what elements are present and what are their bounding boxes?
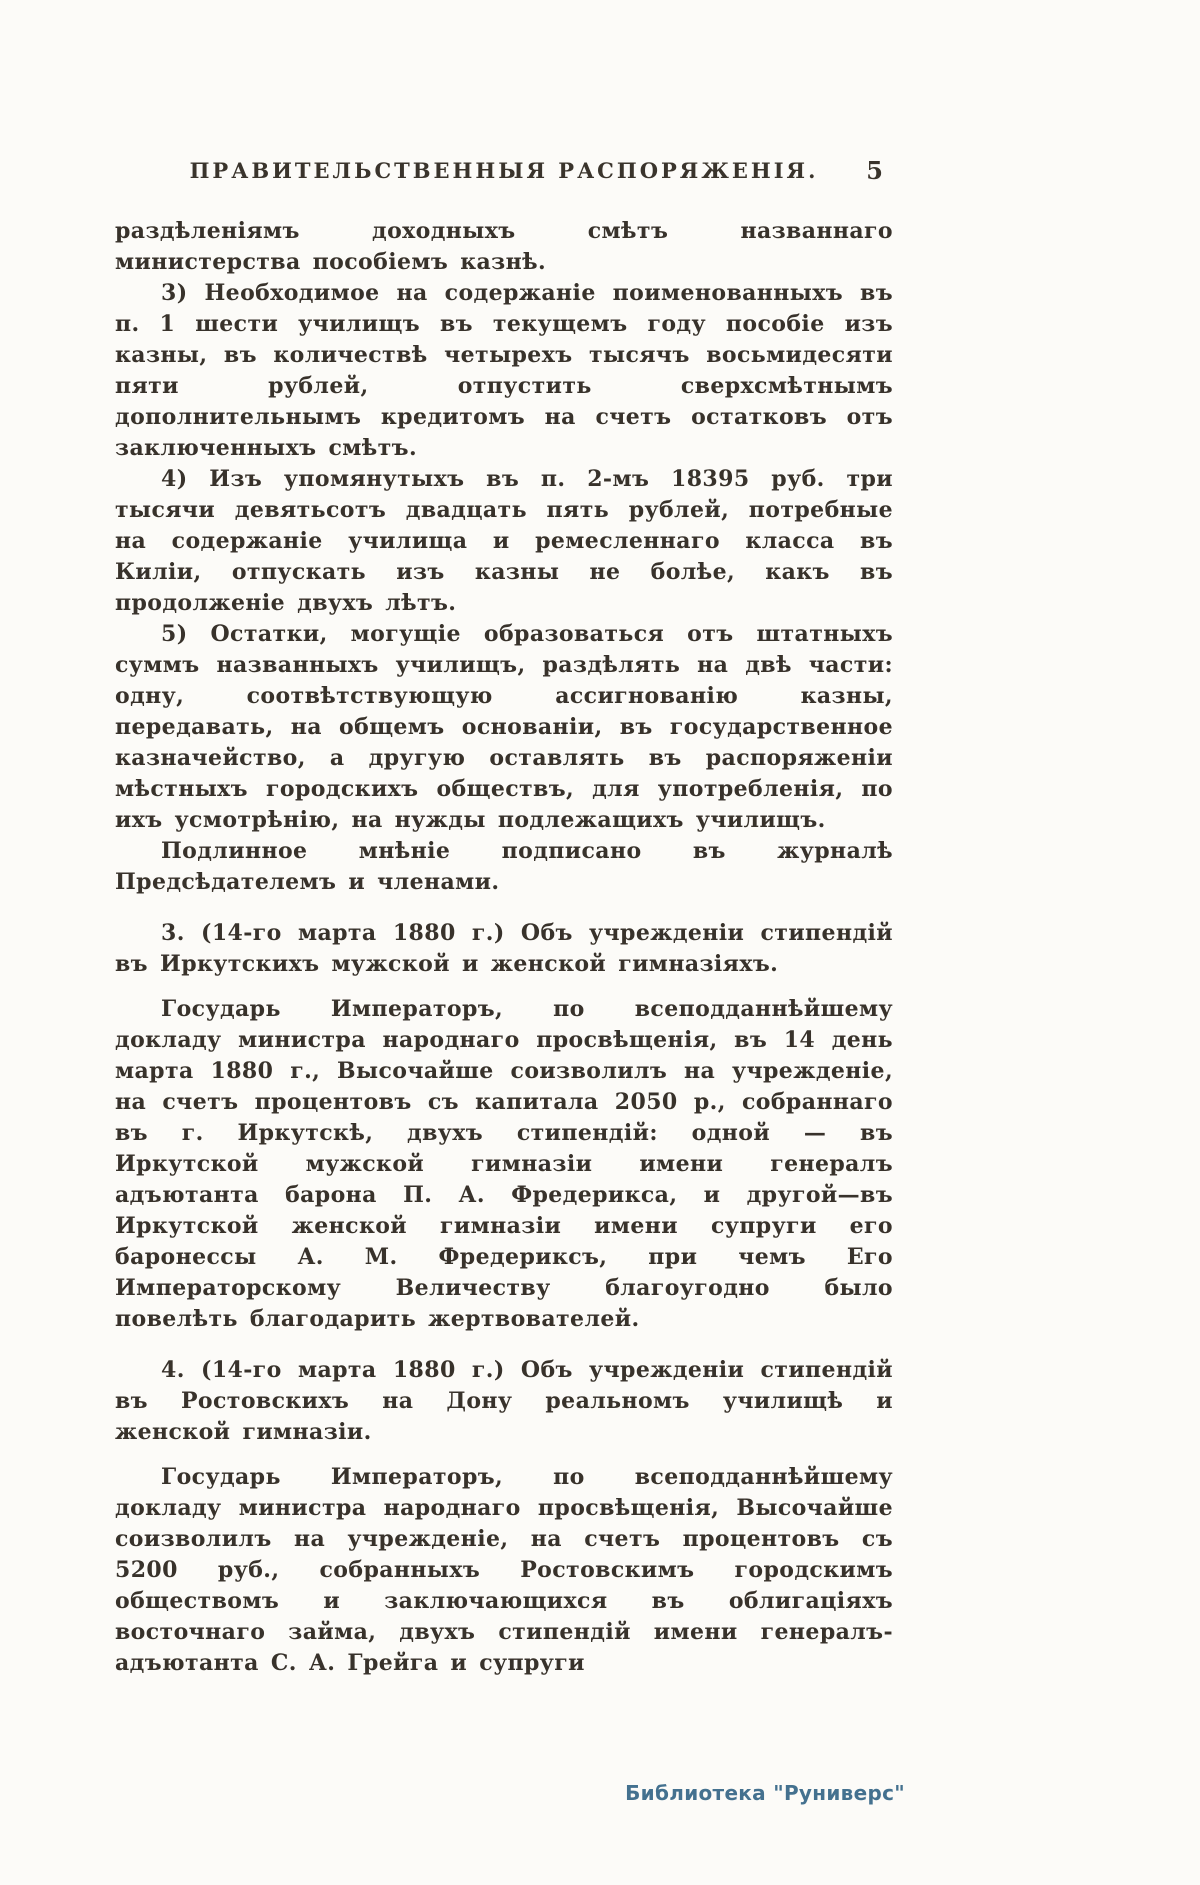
page-number: 5 [866, 156, 883, 185]
running-title: ПРАВИТЕЛЬСТВЕННЫЯ РАСПОРЯЖЕНІЯ. [189, 158, 819, 183]
paragraph-signature-note: Подлинное мнѣніе подписано въ журналѣ Предсѣдателемъ и членами. [115, 838, 893, 895]
paragraph-continuation: раздѣленіямъ доходныхъ смѣтъ названнаго министерства пособіемъ казнѣ. [115, 218, 893, 275]
paragraph-item-5: 5) Остатки, могущіе образоваться отъ штатныхъ суммъ названныхъ училищъ, раздѣлять на двѣ части: одну, соотвѣтствующую ассигнованію казны, передавать, на общемъ основаніи, въ государственное казначейство, а другую оставлять въ распоряженіи мѣстныхъ городскихъ обществъ, для употребленія, по ихъ усмотрѣнію, на нужды подлежащихъ училищъ. [115, 621, 893, 833]
page-header [115, 158, 893, 188]
document-body [115, 216, 893, 1679]
library-watermark: Библиотека "Руниверс" [625, 1781, 905, 1805]
paragraph-decree-rostov: Государь Императоръ, по всеподданнѣйшему докладу министра народнаго просвѣщенія, Высочайше соизволилъ на учрежденіе, на счетъ процентовъ съ 5200 руб., собранныхъ Ростовскимъ городскимъ обществомъ и заключающихся въ облигаціяхъ восточнаго займа, двухъ стипендій имени генералъ-адъютанта С. А. Грейга и супруги [115, 1464, 893, 1676]
section-heading-4: 4. (14-го марта 1880 г.) Объ учрежденіи стипендій въ Ростовскихъ на Дону реальномъ училищѣ и женской гимназіи. [115, 1357, 893, 1445]
paragraph-item-4: 4) Изъ упомянутыхъ въ п. 2-мъ 18395 руб. три тысячи девятьсотъ двадцать пять рублей, потребные на содержаніе училища и ремесленнаго класса въ Киліи, отпускать изъ казны не болѣе, какъ въ продолженіе двухъ лѣтъ. [115, 466, 893, 616]
page-content [115, 158, 893, 1679]
paragraph-item-3: 3) Необходимое на содержаніе поименованныхъ въ п. 1 шести училищъ въ текущемъ году пособіе изъ казны, въ количествѣ четырехъ тысячъ восьмидесяти пяти рублей, отпустить сверхсмѣтнымъ дополнительнымъ кредитомъ на счетъ остатковъ отъ заключенныхъ смѣтъ. [115, 280, 893, 461]
section-heading-3: 3. (14-го марта 1880 г.) Объ учрежденіи стипендій въ Иркутскихъ мужской и женской гимназіяхъ. [115, 920, 893, 977]
paragraph-decree-irkutsk: Государь Императоръ, по всеподданнѣйшему докладу министра народнаго просвѣщенія, въ 14 день марта 1880 г., Высочайше соизволилъ на учрежденіе, на счетъ процентовъ съ капитала 2050 р., собраннаго въ г. Иркутскѣ, двухъ стипендій: одной — въ Иркутской мужской гимназіи имени генералъ адъютанта барона П. А. Фредерикса, и другой—въ Иркутской женской гимназіи имени супруги его баронессы А. М. Фредериксъ, при чемъ Его Императорскому Величеству благоугодно было повелѣть благодарить жертвователей. [115, 996, 893, 1332]
